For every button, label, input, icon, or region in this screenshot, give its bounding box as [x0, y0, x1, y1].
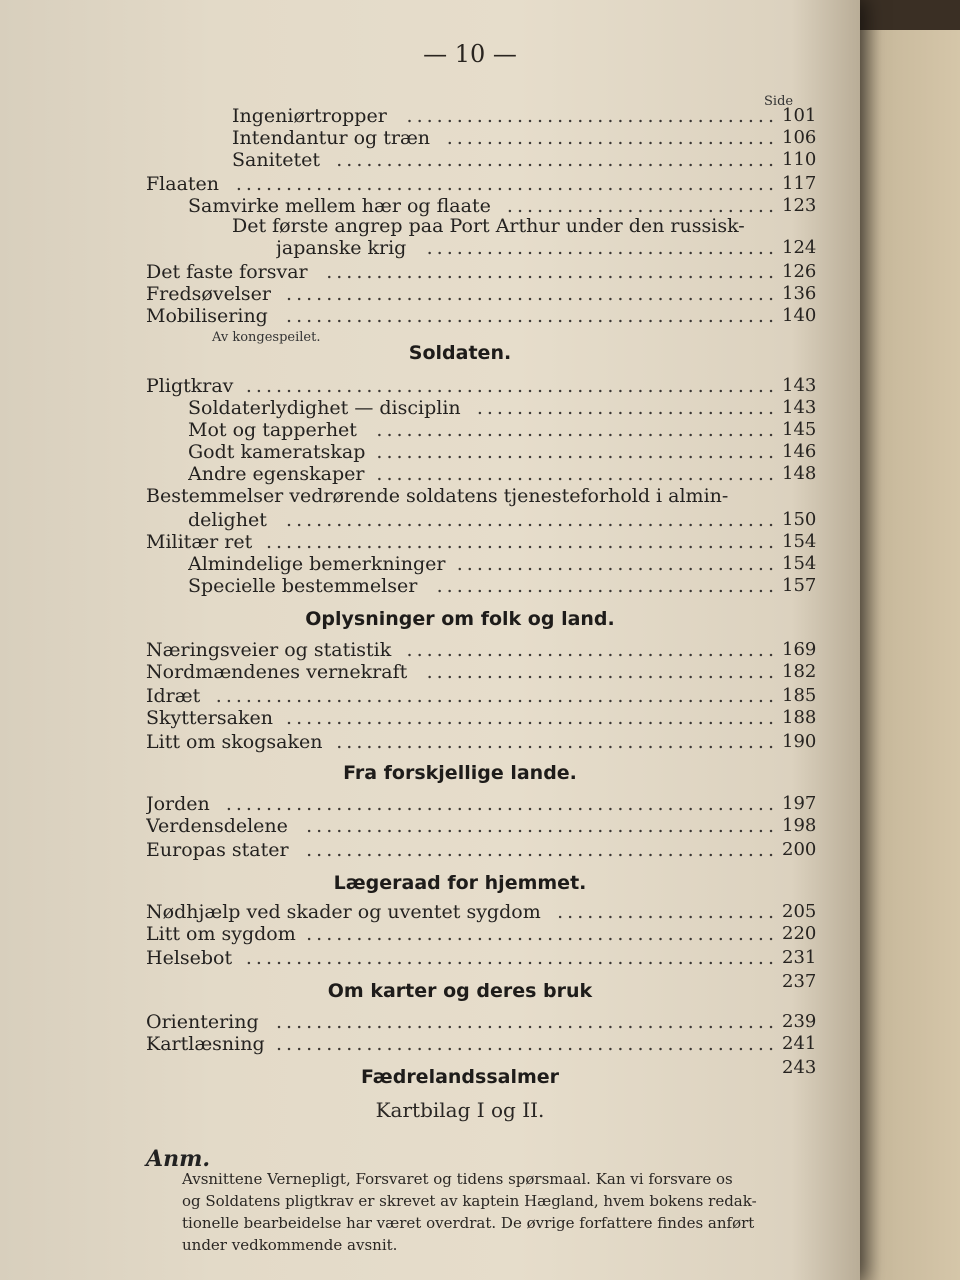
dot-leader: ..................................................	[276, 1011, 778, 1033]
toc-entry	[188, 462, 778, 486]
toc-entry	[146, 730, 778, 754]
toc-entry-label: Europas stater	[146, 839, 289, 861]
toc-entry	[146, 684, 778, 708]
dot-leader: ...................................	[426, 237, 778, 259]
dot-leader: ........................................	[376, 441, 778, 463]
page-number: — 10 —	[423, 40, 517, 68]
section-heading: Fædrelandssalmer	[360, 1066, 560, 1088]
section-heading: Oplysninger om folk og land.	[305, 608, 615, 630]
dot-leader: ..............................	[476, 397, 778, 419]
toc-page-number: 231	[782, 947, 817, 968]
toc-entry-label: Mobilisering	[146, 305, 268, 327]
note-line: tionelle bearbeidelse har været overdrat. De øvrige forfattere findes anført	[182, 1214, 755, 1232]
dot-leader: ...............................................	[306, 815, 778, 837]
toc-entry-label: Nødhjælp ved skader og uventet sygdom	[146, 901, 541, 923]
adjacent-page-edge	[848, 30, 960, 1280]
toc-page-number: 117	[782, 173, 817, 194]
toc-page-number: 169	[782, 639, 817, 660]
toc-entry-label: Litt om sygdom	[146, 923, 296, 945]
toc-page-number: 239	[782, 1011, 817, 1032]
dot-leader: ................................	[456, 553, 778, 575]
toc-entry	[188, 552, 778, 576]
toc-page-number: 110	[782, 149, 817, 170]
dot-leader: .................................................	[286, 707, 778, 729]
toc-page-number: 188	[782, 707, 817, 728]
toc-page-number: 106	[782, 127, 817, 148]
toc-page-number: 101	[782, 105, 817, 126]
dot-leader: ........................................	[376, 463, 778, 485]
toc-entry	[146, 1032, 778, 1056]
toc-entry-label: Specielle bestemmelser	[188, 575, 418, 597]
toc-entry	[146, 530, 778, 554]
toc-entry	[146, 172, 778, 196]
dot-leader: .............................................	[326, 261, 778, 283]
toc-entry-label: Nordmændenes vernekraft	[146, 661, 408, 683]
toc-page-number: 220	[782, 923, 817, 944]
toc-entry-label: Mot og tapperhet	[188, 419, 357, 441]
toc-page-number: 200	[782, 839, 817, 860]
toc-entry	[188, 508, 778, 532]
toc-entry	[146, 660, 778, 684]
toc-page-number: 241	[782, 1033, 817, 1054]
dot-leader: ...................................................	[265, 531, 778, 553]
dot-leader: .....................................................	[245, 947, 778, 969]
dot-leader: ........................................................	[215, 685, 778, 707]
note-line: under vedkommende avsnit.	[182, 1236, 398, 1254]
toc-entry	[232, 104, 778, 128]
toc-entry	[146, 706, 778, 730]
dot-leader: ......................	[557, 901, 778, 923]
toc-entry-label: Det faste forsvar	[146, 261, 308, 283]
toc-entry	[146, 374, 778, 398]
toc-page-number: 205	[782, 901, 817, 922]
source-note: Av kongespeilet.	[212, 330, 321, 345]
note-line: og Soldatens pligtkrav er skrevet av kaptein Hægland, hvem bokens redak-	[182, 1192, 757, 1210]
toc-page-number: 190	[782, 731, 817, 752]
toc-page-number: 150	[782, 509, 817, 530]
toc-page-number: 124	[782, 237, 817, 258]
toc-entry	[146, 792, 778, 816]
dot-leader: ........................................	[376, 419, 778, 441]
toc-entry-label: Næringsveier og statistik	[146, 639, 392, 661]
dot-leader: ...................................	[426, 661, 778, 683]
toc-entry-label: Det første angrep paa Port Arthur under den russisk-	[232, 215, 745, 237]
toc-entry	[146, 814, 778, 838]
toc-entry	[188, 440, 778, 464]
section-heading: Soldaten.	[408, 342, 512, 364]
dot-leader: ..................................................	[276, 1033, 778, 1055]
toc-entry-label: Almindelige bemerkninger	[188, 553, 446, 575]
toc-page-number: 123	[782, 195, 817, 216]
note-title: Anm.	[146, 1146, 211, 1172]
dot-leader: .................................................	[286, 283, 778, 305]
dot-leader: ..................................	[436, 575, 778, 597]
toc-page-number: 136	[782, 283, 817, 304]
toc-page-number: 154	[782, 553, 817, 574]
toc-entry-label: Samvirke mellem hær og flaate	[188, 195, 491, 217]
toc-entry-label: Soldaterlydighet — disciplin	[188, 397, 461, 419]
toc-page-number: 157	[782, 575, 817, 596]
toc-entry-label: japanske krig	[276, 237, 407, 259]
dot-leader: .....................................	[406, 639, 778, 661]
toc-entry	[146, 1010, 778, 1034]
toc-entry	[146, 484, 800, 508]
dot-leader: .....................................	[406, 105, 778, 127]
toc-entry	[146, 900, 778, 924]
toc-page-number: 237	[782, 971, 817, 992]
dot-leader: ...............................................	[306, 923, 778, 945]
toc-page-number: 148	[782, 463, 817, 484]
dot-leader: .................................	[446, 127, 778, 149]
toc-entry	[146, 838, 778, 862]
section-heading: Fra forskjellige lande.	[343, 762, 577, 784]
toc-page-number: 140	[782, 305, 817, 326]
dot-leader: .......................................................	[225, 793, 778, 815]
toc-page-number: 146	[782, 441, 817, 462]
toc-page-number: 145	[782, 419, 817, 440]
dot-leader: ......................................................	[235, 173, 778, 195]
toc-page-number: 126	[782, 261, 817, 282]
toc-page-number: 143	[782, 375, 817, 396]
dot-leader: ............................................	[336, 149, 778, 171]
toc-entry-label: Bestemmelser vedrørende soldatens tjenesteforhold i almin-	[146, 485, 729, 507]
toc-entry-label: Verdensdelene	[146, 815, 288, 837]
side-column-label: Side	[764, 94, 794, 109]
section-heading: Lægeraad for hjemmet.	[333, 872, 587, 894]
toc-page-number: 243	[782, 1057, 817, 1078]
dot-leader: ............................................	[336, 731, 778, 753]
section-heading: Om karter og deres bruk	[327, 980, 593, 1002]
dot-leader: .................................................	[286, 509, 778, 531]
toc-entry	[232, 214, 800, 238]
toc-entry-label: Kartlæsning	[146, 1033, 265, 1055]
toc-entry	[146, 282, 778, 306]
toc-page-number: 143	[782, 397, 817, 418]
toc-entry	[232, 126, 778, 150]
toc-entry-label: delighet	[188, 509, 267, 531]
dot-leader: ...........................	[506, 195, 778, 217]
toc-entry-label: Flaaten	[146, 173, 220, 195]
toc-entry-label: Fredsøvelser	[146, 283, 271, 305]
toc-entry	[146, 922, 778, 946]
toc-entry-label: Ingeniørtropper	[232, 105, 387, 127]
toc-entry	[188, 574, 778, 598]
toc-entry-label: Sanitetet	[232, 149, 321, 171]
toc-entry	[146, 304, 778, 328]
toc-entry	[232, 148, 778, 172]
toc-page-number: 185	[782, 685, 817, 706]
toc-entry	[146, 260, 778, 284]
toc-entry	[276, 236, 778, 260]
toc-entry-label: Pligtkrav	[146, 375, 234, 397]
toc-page-number: 197	[782, 793, 817, 814]
toc-page-number: 182	[782, 661, 817, 682]
toc-entry-label: Helsebot	[146, 947, 233, 969]
toc-entry-label: Orientering	[146, 1011, 259, 1033]
toc-entry-label: Intendantur og træn	[232, 127, 431, 149]
toc-entry-label: Jorden	[146, 793, 210, 815]
dot-leader: .....................................................	[245, 375, 778, 397]
toc-entry	[146, 638, 778, 662]
toc-entry-label: Litt om skogsaken	[146, 731, 323, 753]
note-line: Avsnittene Vernepligt, Forsvaret og tidens spørsmaal. Kan vi forsvare os	[182, 1170, 733, 1188]
toc-entry	[188, 396, 778, 420]
toc-entry-label: Idræt	[146, 685, 201, 707]
map-appendix: Kartbilag I og II.	[375, 1098, 545, 1122]
toc-entry	[146, 946, 778, 970]
toc-entry-label: Skyttersaken	[146, 707, 273, 729]
toc-entry-label: Godt kameratskap	[188, 441, 366, 463]
toc-entry-label: Militær ret	[146, 531, 253, 553]
dot-leader: ...............................................	[306, 839, 778, 861]
toc-entry-label: Andre egenskaper	[188, 463, 365, 485]
toc-entry	[188, 418, 778, 442]
toc-page-number: 198	[782, 815, 817, 836]
toc-page-number: 154	[782, 531, 817, 552]
dot-leader: .................................................	[286, 305, 778, 327]
